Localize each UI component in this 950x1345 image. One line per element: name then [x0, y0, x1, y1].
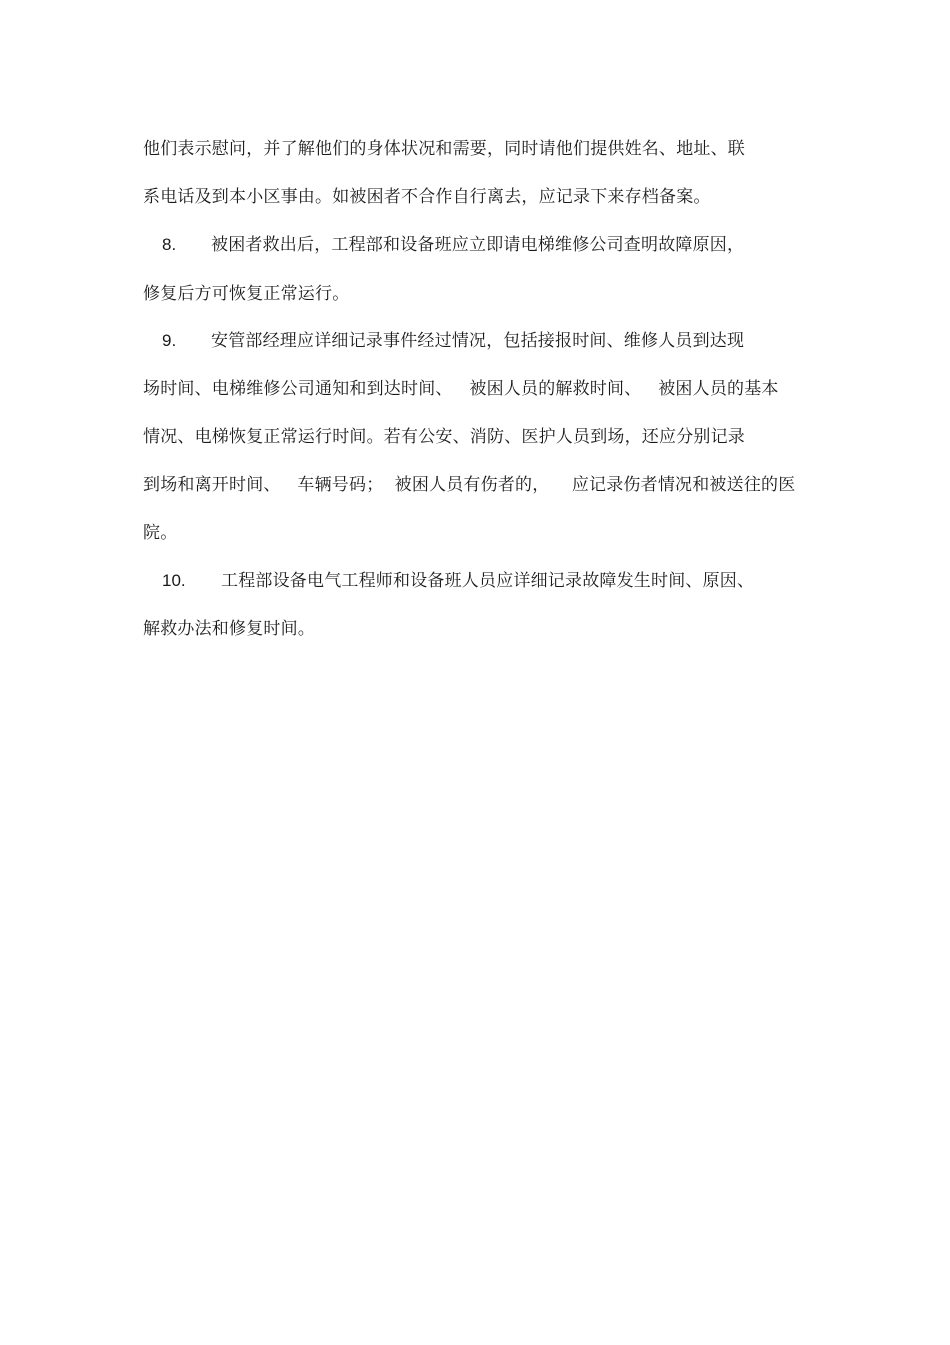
item-text-line: 工程部设备电气工程师和设备班人员应详细记录故障发生时间、原因、 [221, 571, 755, 591]
item-number: 8. [162, 235, 177, 254]
item-text-line: 解救办法和修复时间。 [143, 619, 315, 639]
item-text-line: 院。 [143, 523, 178, 543]
item-text-line: 被困者救出后，工程部和设备班应立即请电梯维修公司查明故障原因， [211, 235, 745, 255]
item-text-line: 情况、电梯恢复正常运行时间。若有公安、消防、医护人员到场，还应分别记录 [143, 427, 745, 447]
item-text-line: 场时间、电梯维修公司通知和到达时间、 被困人员的解救时间、 被困人员的基本 [143, 379, 779, 399]
item-number: 9. [162, 331, 177, 350]
item-text-line: 到场和离开时间、 车辆号码； 被困人员有伤者的， 应记录伤者情况和被送往的医 [143, 475, 796, 495]
item-number: 10. [162, 571, 186, 590]
paragraph-line: 他们表示慰问，并了解他们的身体状况和需要，同时请他们提供姓名、地址、联 [143, 139, 745, 159]
item-text-line: 安管部经理应详细记录事件经过情况，包括接报时间、维修人员到达现 [211, 331, 745, 351]
paragraph-line: 系电话及到本小区事由。如被困者不合作自行离去，应记录下来存档备案。 [143, 187, 711, 207]
item-text-line: 修复后方可恢复正常运行。 [143, 284, 350, 304]
